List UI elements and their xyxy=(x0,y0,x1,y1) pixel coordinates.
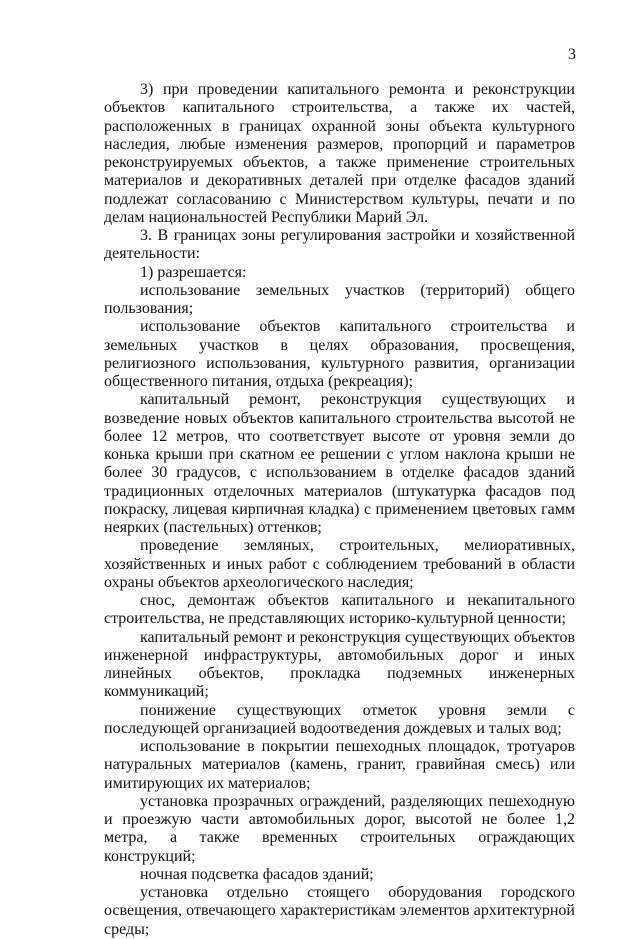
paragraph-section-3-heading: 3. В границах зоны регулирования застройки и хозяйственной деятельности: xyxy=(104,227,575,263)
paragraph-street-lighting: установка отдельно стоящего оборудования городского освещения, отвечающего характеристикам элементов архитектурной среды; xyxy=(104,884,575,938)
paragraph-demolition: снос, демонтаж объектов капитального и некапитального строительства, не представляющих историко-культурной ценности; xyxy=(104,592,575,628)
paragraph-ground-lowering: понижение существующих отметок уровня земли с последующей организацией водоотведения дождевых и талых вод; xyxy=(104,701,575,737)
paragraph-fencing: установка прозрачных ограждений, разделяющих пешеходную и проезжую части автомобильных дорог, высотой не более 1,2 метра, а также временных строительных ограждающих конструкций; xyxy=(104,792,575,865)
page-number: 3 xyxy=(568,46,576,63)
paragraph-earthworks: проведение земляных, строительных, мелиоративных, хозяйственных и иных работ с соблюдением требований в области охраны объектов археологического наследия; xyxy=(104,537,575,591)
paragraph-construction-height: капитальный ремонт, реконструкция существующих и возведение новых объектов капитального строительства высотой не более 12 метров, что соответствует высоте от уровня земли до конька крыши при скатном ее решении с углом наклона крыши не более 30 градусов, с использованием в отделке фасадов зданий традиционных отделочных материалов (штукатурка фасадов под покраску, лицевая кирпичная кладка) с применением цветовых гамм неярких (пастельных) оттенков; xyxy=(104,391,575,536)
paragraph-item-3-approval: 3) при проведении капитального ремонта и реконструкции объектов капитального строительства, а также их частей, расположенных в границах охранной зоны объекта культурного наследия, любые изменения размеров, пропорций и параметров реконструируемых объектов, а также применение строительных материалов и декоративных деталей при отделке фасадов зданий подлежат согласованию с Министерством культуры, печати и по делам национальностей Республики Марий Эл. xyxy=(104,81,575,226)
document-body xyxy=(104,81,575,939)
paragraph-cultural-use: использование объектов капитального строительства и земельных участков в целях образования, просвещения, религиозного использования, культурного развития, организации общественного питания, отдыха (рекреация); xyxy=(104,318,575,390)
paragraph-subsection-permitted: 1) разрешается: xyxy=(140,263,247,281)
paragraph-paving-materials: использование в покрытии пешеходных площадок, тротуаров натуральных материалов (камень, гранит, гравийная смесь) или имитирующих их материалов; xyxy=(104,738,575,792)
paragraph-infrastructure: капитальный ремонт и реконструкция существующих объектов инженерной инфраструктуры, автомобильных дорог и иных линейных объектов, прокладка подземных инженерных коммуникаций; xyxy=(104,628,575,701)
paragraph-public-land-use: использование земельных участков (территорий) общего пользования; xyxy=(104,281,575,317)
paragraph-facade-lighting: ночная подсветка фасадов зданий; xyxy=(140,865,374,883)
